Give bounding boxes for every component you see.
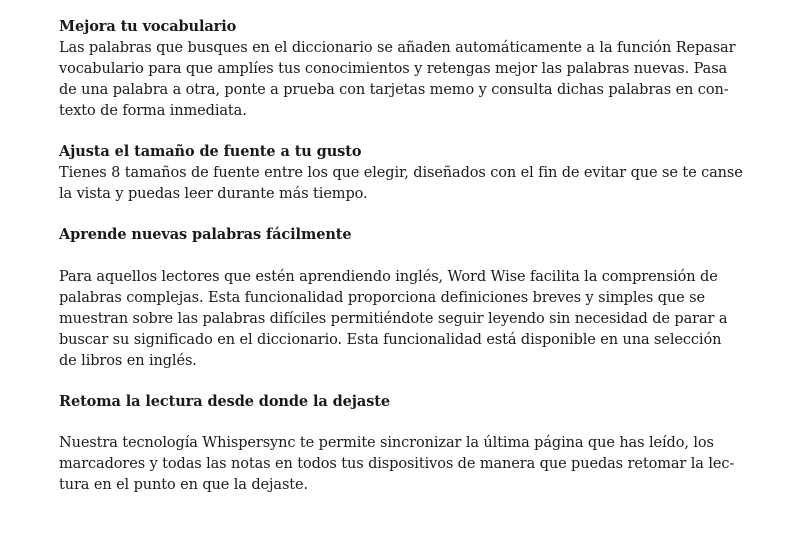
body-line: muestran sobre las palabras difíciles permitiéndote seguir leyendo sin necesidad de parar a	[59, 311, 728, 327]
section-heading: Aprende nuevas palabras fácilmente	[59, 226, 352, 243]
body-line: Tienes 8 tamaños de fuente entre los que elegir, diseñados con el fin de evitar que se te canse	[59, 165, 743, 181]
body-line: Las palabras que busques en el diccionario se añaden automáticamente a la función Repasar	[59, 40, 736, 56]
body-line: Nuestra tecnología Whispersync te permite sincronizar la última página que has leído, los	[59, 435, 714, 451]
body-line: vocabulario para que amplíes tus conocimientos y retengas mejor las palabras nuevas. Pasa	[59, 61, 728, 77]
body-line: buscar su significado en el diccionario. Esta funcionalidad está disponible en una selección	[59, 332, 722, 348]
body-line: la vista y puedas leer durante más tiempo.	[59, 186, 368, 202]
section-heading: Retoma la lectura desde donde la dejaste	[59, 393, 391, 410]
body-line: texto de forma inmediata.	[59, 103, 247, 119]
body-line: de una palabra a otra, ponte a prueba con tarjetas memo y consulta dichas palabras en con-	[59, 82, 729, 98]
body-line: tura en el punto en que la dejaste.	[59, 477, 309, 493]
section-heading: Ajusta el tamaño de fuente a tu gusto	[59, 143, 362, 160]
body-line: Para aquellos lectores que estén aprendiendo inglés, Word Wise facilita la comprensión de	[59, 269, 718, 285]
body-line: marcadores y todas las notas en todos tus dispositivos de manera que puedas retomar la lec-	[59, 456, 735, 472]
body-line: de libros en inglés.	[59, 353, 197, 369]
section-heading: Mejora tu vocabulario	[59, 18, 237, 35]
body-line: palabras complejas. Esta funcionalidad proporciona definiciones breves y simples que se	[59, 290, 705, 306]
